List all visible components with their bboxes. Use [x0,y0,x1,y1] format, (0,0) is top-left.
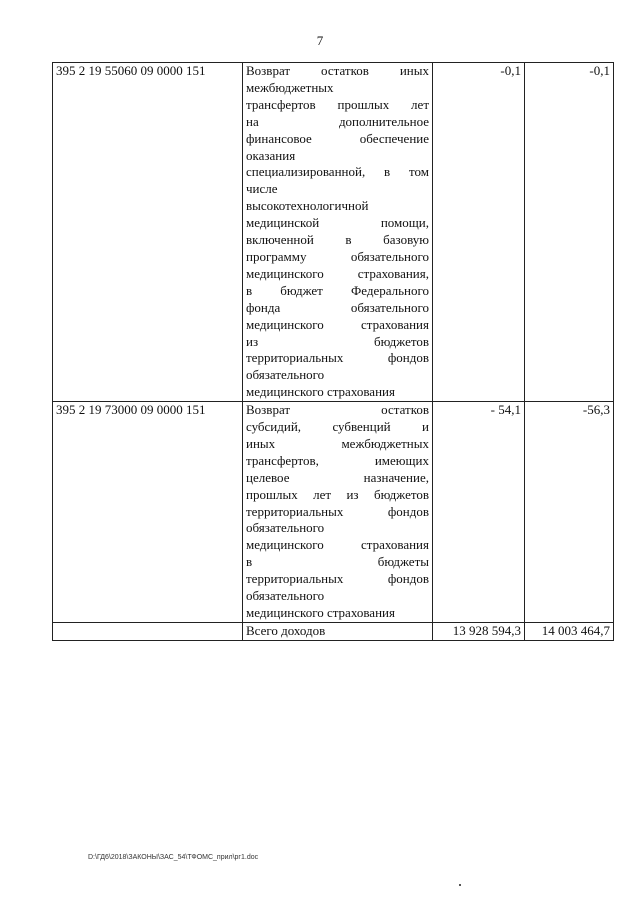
total-value-col1: 13 928 594,3 [433,622,525,640]
description-line: межбюджетных [246,79,334,95]
description-line: Возврат остатков [246,402,429,418]
budget-code-cell: 395 2 19 73000 09 0000 151 [53,402,243,623]
description-line: территориальных фондов [246,350,429,366]
description-line: оказания [246,147,296,163]
description-line: в бюджет Федерального [246,282,429,298]
description-line: прошлых лет из бюджетов [246,486,429,502]
description-line: медицинского страхования, [246,265,429,281]
total-label: Всего доходов [243,622,433,640]
description-line: программу обязательного [246,248,429,264]
description-line: медицинского страхования [246,384,395,400]
description-line: медицинского страхования [246,605,395,620]
value-cell-col1: -0,1 [433,63,525,402]
description-line: фонда обязательного [246,299,429,315]
table-row [53,63,614,402]
description-line: Возврат остатков иных [246,63,429,78]
page-number: 7 [316,33,324,48]
description-line: обязательного [246,588,325,604]
value-cell-col1: - 54,1 [433,402,525,623]
budget-code-cell: 395 2 19 55060 09 0000 151 [53,63,243,402]
description-line: из бюджетов [246,333,429,349]
description-line: территориальных фондов [246,571,429,587]
description-line: обязательного [246,520,325,536]
description-cell [243,63,433,402]
description-line: медицинского страхования [246,316,429,332]
budget-revenue-table [52,62,614,641]
description-line: иных межбюджетных [246,435,429,451]
description-line: медицинской помощи, [246,215,429,231]
description-line: целевое назначение, [246,469,429,485]
description-line: включенной в базовую [246,232,429,248]
value-cell-col2: -0,1 [525,63,614,402]
description-line: обязательного [246,367,325,383]
description-line: трансфертов прошлых лет [246,96,429,112]
description-cell [243,402,433,623]
total-row [53,622,614,640]
description-line: числе [246,181,278,197]
description-line: субсидий, субвенций и [246,419,429,435]
description-line: территориальных фондов [246,503,429,519]
description-line: финансовое обеспечение [246,130,429,146]
table-row [53,402,614,623]
description-line: специализированной, в том [246,164,429,180]
value-cell-col2: -56,3 [525,402,614,623]
description-line: в бюджеты [246,554,429,570]
description-line: трансфертов, имеющих [246,452,429,468]
description-line: на дополнительное [246,113,429,129]
description-line: медицинского страхования [246,537,429,553]
description-line: высокотехнологичной [246,198,369,214]
total-value-col2: 14 003 464,7 [525,622,614,640]
scan-speck [459,884,461,886]
empty-code-cell [53,622,243,640]
document-file-path: D:\ГД6\2018\ЗАКОНЫ\ЗАС_54\ТФОМС_прил\рг1.doc [88,854,259,861]
